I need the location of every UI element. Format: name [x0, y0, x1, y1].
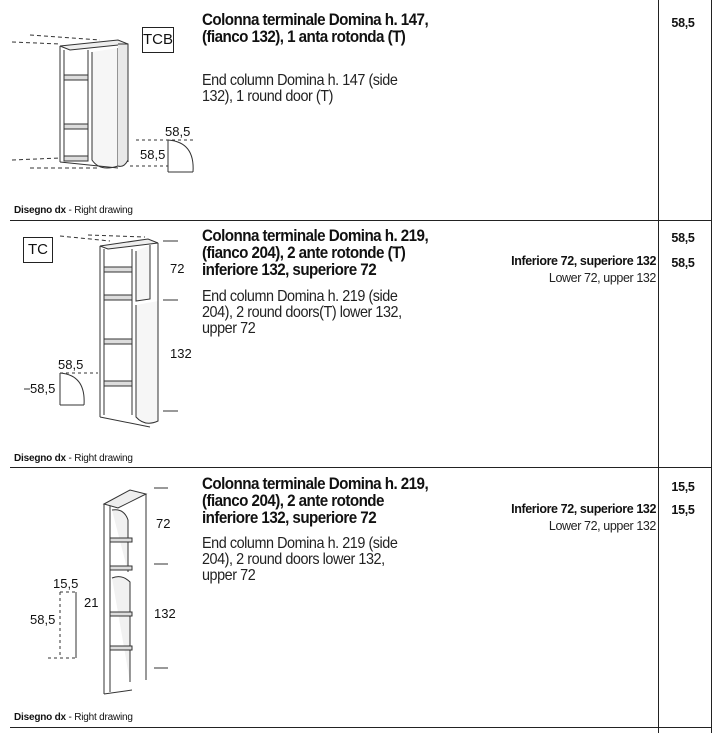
caption-bold: Disegno dx: [14, 453, 66, 464]
value-cell: 15,5: [671, 480, 695, 494]
product-code-box: TC: [23, 237, 53, 263]
product-drawing: [0, 0, 200, 220]
caption-bold: Disegno dx: [14, 205, 66, 216]
door-config-english: Lower 72, upper 132: [548, 271, 656, 285]
drawing-caption: [14, 453, 133, 464]
caption-rest: - Right drawing: [65, 712, 133, 723]
dimension-label: 58,5: [140, 147, 166, 162]
product-row: [0, 468, 712, 727]
dimension-label: 58,5: [30, 612, 56, 627]
product-drawing: [0, 468, 200, 727]
value-cell: 58,5: [671, 256, 695, 270]
product-title-english: End column Domina h. 219 (side 204), 2 round doors(T) lower 132, upper 72: [202, 288, 402, 337]
dimension-label: 58,5: [165, 124, 191, 139]
drawing-caption: [14, 205, 133, 216]
door-config-italian: Inferiore 72, superiore 132: [511, 502, 656, 516]
product-title-english: End column Domina h. 147 (side 132), 1 round door (T): [202, 72, 398, 105]
door-config-english: Lower 72, upper 132: [548, 519, 656, 533]
dimension-label: 132: [154, 606, 176, 621]
product-row: [0, 221, 712, 467]
value-cell: 58,5: [671, 231, 695, 245]
row-divider-3: [10, 727, 712, 728]
caption-bold: Disegno dx: [14, 712, 66, 723]
product-drawing: [0, 221, 200, 467]
product-title-english: End column Domina h. 219 (side 204), 2 round doors lower 132, upper 72: [202, 535, 398, 584]
drawing-caption: [14, 712, 133, 723]
value-cell: 58,5: [671, 16, 695, 30]
product-row: [0, 0, 712, 220]
dimension-label: 58,5: [58, 357, 84, 372]
dimension-label: 21: [84, 595, 99, 610]
product-title-italian: Colonna terminale Domina h. 219, (fianco 204), 2 ante rotonde inferiore 132, superiore 72: [202, 475, 429, 527]
dimension-label: 58,5: [30, 381, 56, 396]
value-cell: 15,5: [671, 503, 695, 517]
caption-rest: - Right drawing: [65, 205, 133, 216]
product-code-box: TCB: [142, 27, 174, 53]
dimension-label: 132: [170, 346, 192, 361]
dimension-label: 72: [170, 261, 185, 276]
dimension-label: 15,5: [53, 576, 79, 591]
dimension-label: 72: [156, 516, 171, 531]
product-title-italian: Colonna terminale Domina h. 219, (fianco 204), 2 ante rotonde (T) inferiore 132, superiore 72: [202, 227, 429, 279]
caption-rest: - Right drawing: [65, 453, 133, 464]
product-title-italian: Colonna terminale Domina h. 147, (fianco 132), 1 anta rotonda (T): [202, 11, 429, 46]
end-column-open-drawing: [0, 468, 200, 727]
door-config-italian: Inferiore 72, superiore 132: [511, 254, 656, 268]
